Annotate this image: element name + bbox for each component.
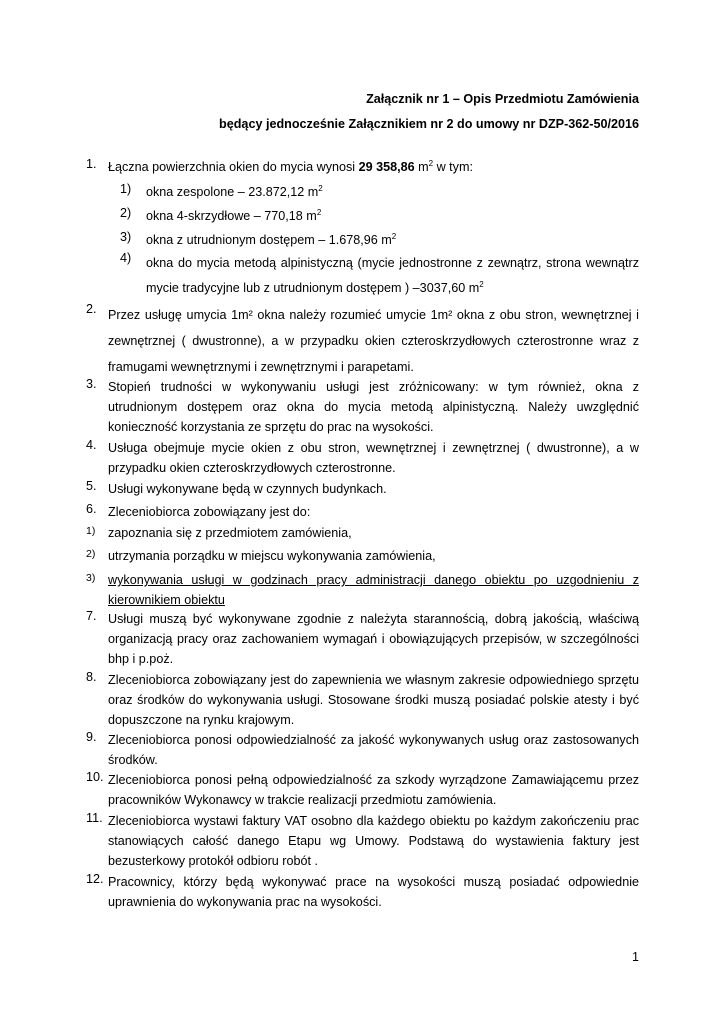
page-number: 1	[631, 950, 639, 964]
item-number: 9.	[86, 730, 97, 744]
sub-item-number: 4)	[120, 251, 132, 265]
item-text: Zleceniobiorca ponosi pełną odpowiedzialność za szkody wyrządzone Zamawiającemu przez pracowników Wykonawcy w trakcie realizacji przedmiotu zamówienia.	[108, 773, 639, 807]
list-item-12	[86, 872, 639, 912]
sub-item-text: okna 4-skrzydłowe – 770,18 m	[146, 209, 317, 223]
list-item-6-3	[86, 570, 639, 610]
list-item-9	[86, 730, 639, 770]
superscript: 2	[479, 279, 484, 289]
item-text: Pracownicy, którzy będą wykonywać prace na wysokości muszą posiadać odpowiednie uprawnienia do wykonywania prac na wysokości.	[108, 875, 639, 909]
list-item-10	[86, 770, 639, 810]
item-number: 10.	[86, 770, 104, 784]
item-number: 1.	[86, 157, 97, 171]
list-item-7	[86, 609, 639, 669]
item-text: Stopień trudności w wykonywaniu usługi jest zróżnicowany: w tym również, okna z utrudnionym dostępem oraz okna do mycia metodą alpinistyczną. Należy uwzględnić konieczność korzystania ze sprzętu do prac na wysokości.	[108, 380, 639, 434]
item-number: 2.	[86, 302, 97, 316]
header-subtitle: będący jednocześnie Załącznikiem nr 2 do umowy nr DZP-362-50/2016	[219, 117, 639, 131]
list-item-5	[86, 479, 639, 499]
item-text-unit: m	[414, 160, 429, 174]
superscript: 2	[428, 158, 434, 168]
list-item-8	[86, 670, 639, 730]
item-text: wykonywania usługi w godzinach pracy administracji danego obiektu po uzgodnieniu z kierownikiem obiektu	[108, 573, 639, 607]
sub-item	[120, 230, 639, 250]
list-item-3	[86, 377, 639, 437]
item-number: 7.	[86, 609, 97, 623]
item-number: 6.	[86, 502, 97, 516]
item-number: 8.	[86, 670, 97, 684]
item-text: zapoznania się z przedmiotem zamówienia,	[108, 526, 352, 540]
item-number: 5.	[86, 479, 97, 493]
item-text-part: Łączna powierzchnia okien do mycia wynosi	[108, 160, 359, 174]
list-item-1	[86, 157, 639, 177]
superscript: 2	[316, 207, 322, 217]
list-item-2	[86, 302, 639, 380]
sub-item-number: 2)	[120, 206, 132, 220]
item-number: 3.	[86, 377, 97, 391]
item-number: 4.	[86, 438, 97, 452]
sub-item-text: okna do mycia metodą alpinistyczną (mycie jednostronne z zewnątrz, strona wewnątrz mycie tradycyjne lub z utrudnionym dostępem ) –3037,60 m	[146, 256, 639, 295]
list-item-11	[86, 811, 639, 871]
item-number: 11.	[86, 811, 103, 825]
item-text: Zleceniobiorca zobowiązany jest do:	[108, 505, 311, 519]
header-title: Załącznik nr 1 – Opis Przedmiotu Zamówienia	[366, 92, 639, 106]
list-item-6-1	[86, 523, 639, 543]
list-item-4	[86, 438, 639, 478]
item-number: 1)	[86, 525, 96, 537]
item-number: 12.	[86, 872, 104, 886]
total-area-value: 29 358,86	[358, 160, 415, 174]
item-text-part: w tym:	[433, 160, 473, 174]
superscript: 2	[391, 231, 397, 241]
list-item-6-2	[86, 546, 639, 566]
superscript: 2	[318, 183, 323, 193]
item-text: Usługi wykonywane będą w czynnych budynkach.	[108, 482, 387, 496]
sub-item	[120, 206, 639, 226]
item-text: Usługa obejmuje mycie okien z obu stron, wewnętrznej i zewnętrznej ( dwustronne), a w przypadku okien czteroskrzydłowych czterostronne.	[108, 441, 639, 475]
sub-item-number: 1)	[120, 182, 132, 196]
item-text: Usługi muszą być wykonywane zgodnie z należyta starannością, dobrą jakością, właściwą organizacją pracy oraz zachowaniem wymagań i obowiązujących przepisów, w szczególności bhp i p.poż.	[108, 612, 639, 666]
item-text: Zleceniobiorca ponosi odpowiedzialność za jakość wykonywanych usług oraz zastosowanych środków.	[108, 733, 639, 767]
sub-item-text: okna z utrudnionym dostępem – 1.678,96 m	[146, 233, 392, 247]
item-text	[108, 157, 639, 177]
item-number: 2)	[86, 548, 96, 560]
item-text: Zleceniobiorca wystawi faktury VAT osobno dla każdego obiektu po każdym zakończeniu prac stanowiących całość danego Etapu wg Umowy. Podstawą do wystawienia faktury jest bezusterkowy protokół odbioru robót .	[108, 814, 639, 868]
sub-item	[120, 251, 639, 301]
sub-item	[120, 182, 639, 202]
item-number: 3)	[86, 572, 96, 584]
item-text: Zleceniobiorca zobowiązany jest do zapewnienia we własnym zakresie odpowiedniego sprzętu oraz środków do wykonywania usługi. Stosowane środki muszą posiadać polskie atesty i być dopuszczone na rynku krajowym.	[108, 673, 639, 727]
sub-item-text: okna zespolone – 23.872,12 m	[146, 185, 319, 199]
item-text: Przez usługę umycia 1m² okna należy rozumieć umycie 1m² okna z obu stron, wewnętrznej i zewnętrznej ( dwustronne), a w przypadku okien czteroskrzydłowych czterostronne wraz z framugami wewnętrznymi i zewnętrznymi i parapetami.	[108, 308, 639, 374]
list-item-6	[86, 502, 639, 522]
sub-item-number: 3)	[120, 230, 132, 244]
item-text: utrzymania porządku w miejscu wykonywania zamówienia,	[108, 549, 436, 563]
